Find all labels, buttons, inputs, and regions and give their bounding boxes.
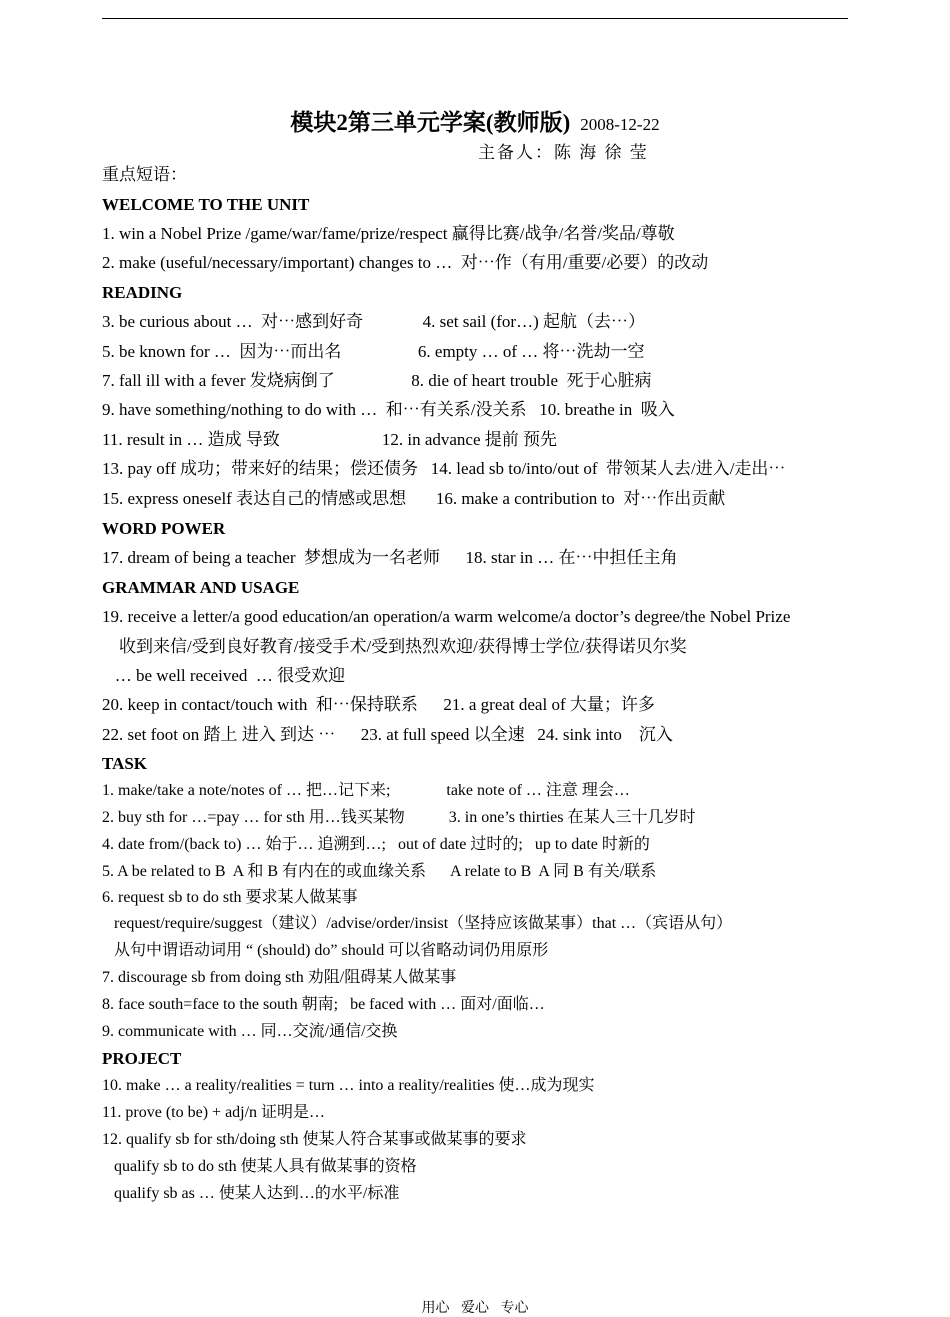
section-heading: WORD POWER <box>102 519 226 538</box>
page-footer: 用心 爱心 专心 <box>421 1301 529 1316</box>
phrase-line: 5. A be related to B A 和 B 有内在的或血缘关系 A relate to B A 同 B 有关/联系 <box>102 863 657 880</box>
title-block <box>0 104 950 137</box>
section-heading: WELCOME TO THE UNIT <box>102 195 310 214</box>
phrase-line: 7. discourage sb from doing sth 劝阻/阻碍某人做某事 <box>102 969 457 986</box>
header-rule <box>102 18 848 19</box>
phrase-line: 1. win a Nobel Prize /game/war/fame/prize/respect 赢得比赛/战争/名誉/奖品/尊敬 <box>102 224 675 243</box>
phrase-line: request/require/suggest（建议）/advise/order/insist（坚持应该做某事）that …（宾语从句） <box>102 915 733 932</box>
phrase-line: 从句中谓语动词用 “ (should) do” should 可以省略动词仍用原形 <box>102 942 549 959</box>
document-date: 2008-12-22 <box>580 115 660 134</box>
phrase-line: 15. express oneself 表达自己的情感或思想 16. make a contribution to 对⋯作出贡献 <box>102 489 726 508</box>
phrase-line: 收到来信/受到良好教育/接受手术/受到热烈欢迎/获得博士学位/获得诺贝尔奖 <box>102 637 687 656</box>
section-heading: GRAMMAR AND USAGE <box>102 578 300 597</box>
phrase-line: 19. receive a letter/a good education/an operation/a warm welcome/a doctor’s degree/the Nobel Prize <box>102 607 791 626</box>
section-heading: READING <box>102 283 183 302</box>
author-line: 主备人：陈 海 徐 莹 <box>478 143 649 162</box>
phrase-line: 9. have something/nothing to do with … 和⋯有关系/没关系 10. breathe in 吸入 <box>102 400 675 419</box>
phrase-line: 9. communicate with … 同…交流/通信/交换 <box>102 1023 398 1040</box>
phrase-line: 4. date from/(back to) … 始于… 追溯到…; out of date 过时的; up to date 时新的 <box>102 836 650 853</box>
phrase-line: 2. buy sth for …=pay … for sth 用…钱买某物 3. in one’s thirties 在某人三十几岁时 <box>102 809 696 826</box>
phrase-line: 12. qualify sb for sth/doing sth 使某人符合某事或做某事的要求 <box>102 1131 527 1148</box>
phrase-line: 22. set foot on 踏上 进入 到达 ⋯ 23. at full speed 以全速 24. sink into 沉入 <box>102 725 673 744</box>
phrase-line: 1. make/take a note/notes of … 把…记下来; take note of … 注意 理会… <box>102 782 630 799</box>
phrase-line: 6. request sb to do sth 要求某人做某事 <box>102 889 358 906</box>
phrase-line: 2. make (useful/necessary/important) changes to … 对⋯作（有用/重要/必要）的改动 <box>102 253 709 272</box>
phrase-line: 13. pay off 成功；带来好的结果；偿还债务 14. lead sb to/into/out of 带领某人去/进入/走出⋯ <box>102 459 786 478</box>
phrase-line: 10. make … a reality/realities = turn … into a reality/realities 使…成为现实 <box>102 1077 595 1094</box>
phrase-line: 5. be known for … 因为⋯而出名 6. empty … of … 将⋯洗劫一空 <box>102 342 645 361</box>
section-heading: PROJECT <box>102 1049 182 1068</box>
phrase-line: qualify sb to do sth 使某人具有做某事的资格 <box>102 1158 417 1175</box>
phrase-line: 11. prove (to be) + adj/n 证明是… <box>102 1104 326 1121</box>
phrase-line: … be well received … 很受欢迎 <box>102 666 346 685</box>
document-title: 模块2第三单元学案(教师版) <box>290 110 571 135</box>
phrase-line: 3. be curious about … 对⋯感到好奇 4. set sail (for…) 起航（去⋯） <box>102 312 645 331</box>
phrase-line: 重点短语： <box>102 165 187 184</box>
phrase-line: 11. result in … 造成 导致 12. in advance 提前 预先 <box>102 430 558 449</box>
phrase-line: 7. fall ill with a fever 发烧病倒了 8. die of heart trouble 死于心脏病 <box>102 371 652 390</box>
phrase-line: 8. face south=face to the south 朝南; be faced with … 面对/面临… <box>102 996 545 1013</box>
section-heading: TASK <box>102 754 148 773</box>
phrase-line: 20. keep in contact/touch with 和⋯保持联系 21. a great deal of 大量；许多 <box>102 695 655 714</box>
phrase-line: 17. dream of being a teacher 梦想成为一名老师 18. star in … 在⋯中担任主角 <box>102 548 678 567</box>
phrase-line: qualify sb as … 使某人达到…的水平/标准 <box>102 1185 400 1202</box>
